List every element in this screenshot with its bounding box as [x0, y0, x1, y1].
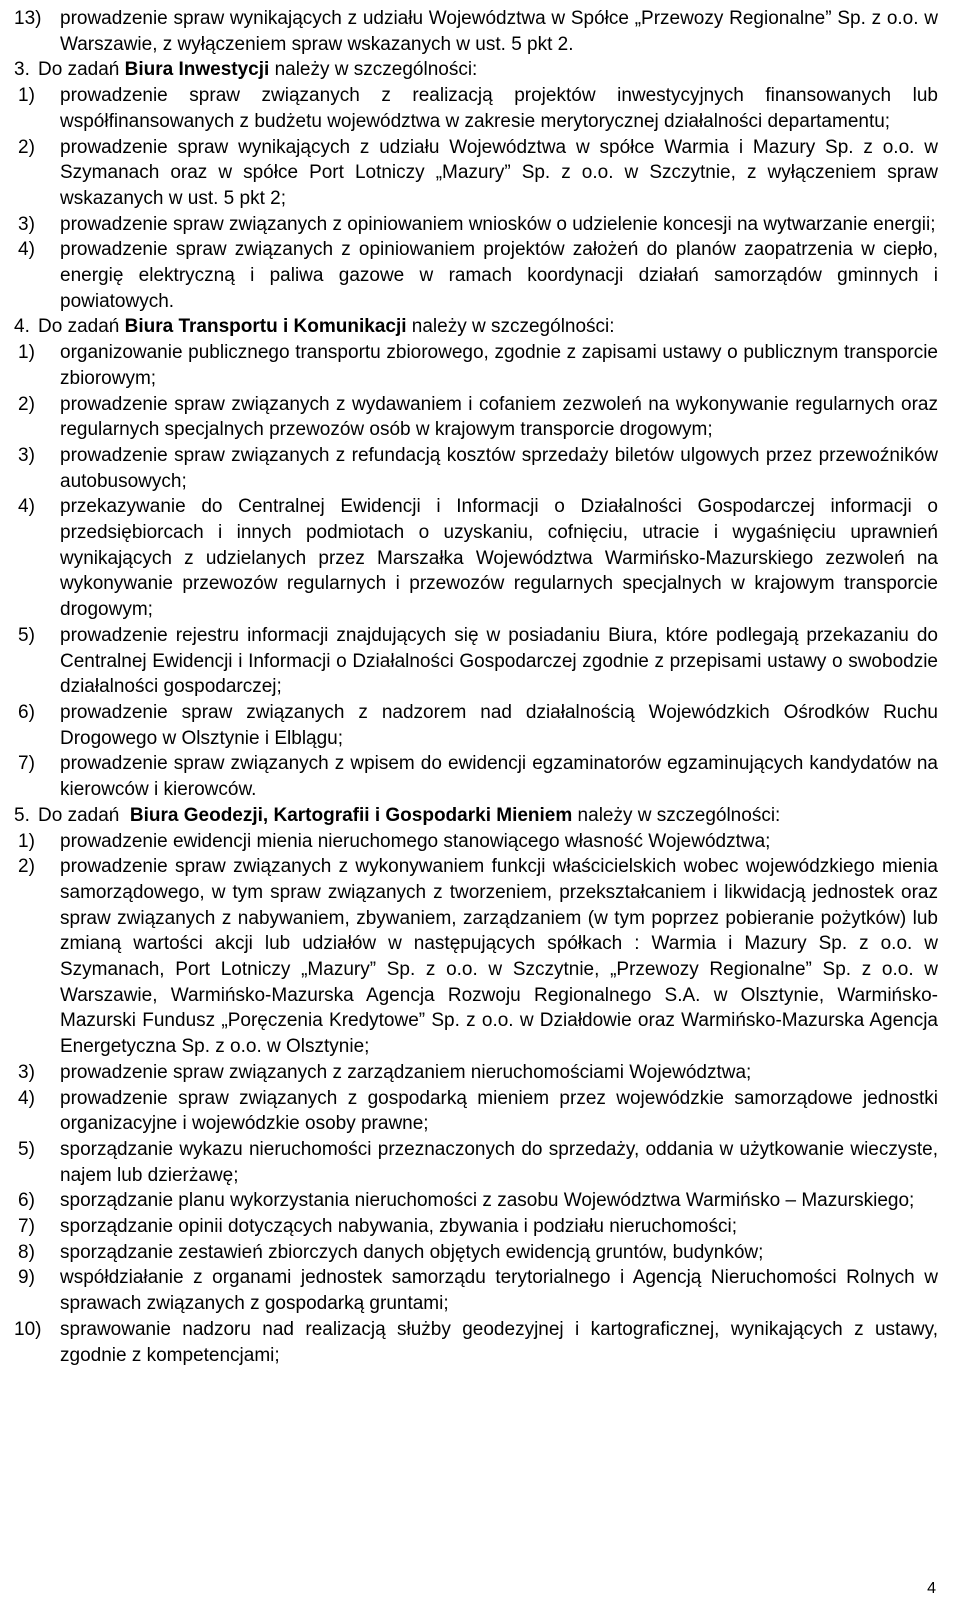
list-item	[14, 854, 938, 1060]
item-number: 5)	[18, 1138, 35, 1160]
section-text	[38, 803, 938, 829]
item-number: 10)	[14, 1318, 42, 1340]
item-text: prowadzenie spraw związanych z realizacją projektów inwestycyjnych finansowanych lub współfinansowanych z budżetu województwa w zakresie merytorycznej działalności departamentu;	[60, 85, 938, 132]
item-number: 4)	[18, 1087, 35, 1109]
section-text	[38, 57, 938, 83]
item-text: sprawowanie nadzoru nad realizacją służby geodezyjnej i kartograficznej, wynikających z ustawy, zgodnie z kompetencjami;	[60, 1318, 938, 1366]
section-number: 5.	[14, 804, 30, 826]
section-unit-name: Biura Transportu i Komunikacji	[124, 316, 407, 338]
item-text: sporządzanie wykazu nieruchomości przeznaczonych do sprzedaży, oddania w użytkowanie wieczyste, najem lub dzierżawę;	[60, 1138, 938, 1186]
item-text: organizowanie publicznego transportu zbiorowego, zgodnie z zapisami ustawy o publicznym transporcie zbiorowym;	[60, 342, 938, 389]
list-item-13	[14, 6, 938, 57]
item-text: prowadzenie spraw związanych z wydawaniem i cofaniem zezwoleń na wykonywanie regularnych oraz regularnych specjalnych przewozów osób w krajowym transporcie drogowym;	[60, 393, 938, 441]
list-item	[14, 392, 938, 443]
list-item	[14, 83, 938, 134]
list-item	[14, 1188, 938, 1214]
item-number: 3)	[18, 444, 35, 466]
item-number: 1)	[18, 342, 35, 364]
list-item	[14, 1317, 938, 1368]
item-number: 6)	[18, 1190, 35, 1212]
list-item	[14, 1265, 938, 1316]
item-number: 6)	[18, 701, 35, 723]
list-item	[14, 212, 938, 238]
item-text: prowadzenie spraw związanych z opiniowaniem wniosków o udzielenie koncesji na wytwarzanie energii;	[60, 213, 936, 235]
section-intro: Do zadań	[38, 59, 125, 81]
list-item	[14, 829, 938, 855]
item-text: sporządzanie planu wykorzystania nieruchomości z zasobu Województwa Warmińsko – Mazurskiego;	[60, 1190, 915, 1212]
item-number: 1)	[18, 85, 35, 107]
item-number: 8)	[18, 1241, 35, 1263]
section-text	[38, 314, 938, 340]
section-outro: należy w szczególności:	[406, 316, 615, 338]
item-text: prowadzenie spraw związanych z wpisem do ewidencji egzaminatorów egzaminujących kandydatów na kierowców i kierowców.	[60, 753, 938, 801]
item-text: prowadzenie rejestru informacji znajdujących się w posiadaniu Biura, które podlegają przekazaniu do Centralnej Ewidencji i Informacji o Działalności Gospodarczej zgodnie z przepisami ustawy o swobodzie działalności gospodarczej;	[60, 624, 938, 698]
list-item	[14, 751, 938, 802]
item-number: 7)	[18, 1216, 35, 1238]
item-text: prowadzenie spraw związanych z zarządzaniem nieruchomościami Województwa;	[60, 1061, 752, 1083]
section-unit-name: Biura Geodezji, Kartografii i Gospodarki Mieniem	[129, 804, 573, 826]
item-text: prowadzenie spraw związanych z refundacją kosztów sprzedaży biletów ulgowych przez przewoźników autobusowych;	[60, 444, 938, 492]
section-3-heading	[14, 57, 938, 83]
item-number: 2)	[18, 393, 35, 415]
item-text: przekazywanie do Centralnej Ewidencji i Informacji o Działalności Gospodarczej informacji o przedsiębiorcach i innych podmiotach o uzyskaniu, cofnięciu, utracie i wygaśnięciu uprawnień wynikających z udzielanych przez Marszałka Województwa Warmińsko-Mazurskiego zezwoleń na wykonywanie przewozów regularnych i przewozów regularnych specjalnych w krajowym transporcie drogowym;	[60, 496, 938, 621]
list-item	[14, 623, 938, 700]
list-item	[14, 340, 938, 391]
item-number: 3)	[18, 1061, 35, 1083]
item-number: 4)	[18, 496, 35, 518]
section-outro: należy w szczególności:	[269, 59, 478, 81]
item-number: 2)	[18, 136, 35, 158]
item-number: 13)	[14, 8, 42, 29]
section-number: 3.	[14, 59, 30, 81]
item-number: 9)	[18, 1267, 35, 1289]
item-number: 4)	[18, 239, 35, 261]
item-text: prowadzenie ewidencji mienia nieruchomego stanowiącego własność Województwa;	[60, 830, 771, 852]
item-text: sporządzanie opinii dotyczących nabywania, zbywania i podziału nieruchomości;	[60, 1216, 737, 1238]
list-item	[14, 1060, 938, 1086]
item-text: prowadzenie spraw związanych z nadzorem nad działalnością Wojewódzkich Ośrodków Ruchu Drogowego w Olsztynie i Elblągu;	[60, 701, 938, 749]
list-item	[14, 1137, 938, 1188]
list-item	[14, 237, 938, 314]
item-text: prowadzenie spraw związanych z wykonywaniem funkcji właścicielskich wobec wojewódzkiego mienia samorządowego, w tym spraw związanych z tworzeniem, przekształcaniem i likwidacją jednostek oraz spraw związanych z nabywaniem, zbywaniem, zarządzaniem (w tym poprzez pobieranie pożytków) lub zmianą wartości akcji lub udziałów w następujących spółkach : Warmia i Mazury Sp. z o.o. w Szymanach, Port Lotniczy „Mazury” Sp. z o.o. w Szczytnie, „Przewozy Regionalne” Sp. z o.o. w Warszawie, Warmińsko-Mazurska Agencja Rozwoju Regionalnego S.A. w Olsztynie, Warmińsko-Mazurski Fundusz „Poręczenia Kredytowe” Sp. z o.o. w Działdowie oraz Warmińsko-Mazurska Agencja Energetyczna Sp. z o.o. w Olsztynie;	[60, 856, 938, 1058]
section-intro: Do zadań	[38, 316, 125, 338]
list-item	[14, 700, 938, 751]
item-number: 5)	[18, 624, 35, 646]
section-5-heading	[14, 803, 938, 829]
item-text: prowadzenie spraw wynikających z udziału Województwa w Spółce „Przewozy Regionalne” Sp. z o.o. w Warszawie, z wyłączeniem spraw wskazanych w ust. 5 pkt 2.	[60, 8, 938, 55]
list-item	[14, 1240, 938, 1266]
list-item	[14, 1086, 938, 1137]
section-4-heading	[14, 314, 938, 340]
section-unit-name: Biura Inwestycji	[124, 59, 270, 81]
item-number: 1)	[18, 830, 35, 852]
section-number: 4.	[14, 316, 30, 338]
item-text: współdziałanie z organami jednostek samorządu terytorialnego i Agencją Nieruchomości Rolnych w sprawach związanych z gospodarką gruntami;	[60, 1267, 938, 1315]
list-item	[14, 1214, 938, 1240]
item-number: 7)	[18, 753, 35, 775]
item-text: prowadzenie spraw wynikających z udziału Województwa w spółce Warmia i Mazury Sp. z o.o. w Szymanach oraz w spółce Port Lotniczy „Mazury” Sp. z o.o. w Szczytnie, z wyłączeniem spraw wskazanych w ust. 5 pkt 2;	[60, 136, 938, 209]
list-item	[14, 443, 938, 494]
item-text: sporządzanie zestawień zbiorczych danych objętych ewidencją gruntów, budynków;	[60, 1241, 764, 1263]
item-number: 2)	[18, 856, 35, 878]
item-text: prowadzenie spraw związanych z opiniowaniem projektów założeń do planów zaopatrzenia w ciepło, energię elektryczną i paliwa gazowe w ramach koordynacji działań samorządów gminnych i powiatowych.	[60, 239, 938, 312]
page-number: 4	[927, 1580, 936, 1597]
list-item	[14, 494, 938, 623]
section-outro: należy w szczególności:	[572, 804, 781, 826]
item-number: 3)	[18, 213, 35, 235]
section-intro: Do zadań	[38, 804, 130, 826]
list-item	[14, 135, 938, 212]
item-text: prowadzenie spraw związanych z gospodarką mieniem przez wojewódzkie samorządowe jednostki organizacyjne i wojewódzkie osoby prawne;	[60, 1087, 938, 1135]
